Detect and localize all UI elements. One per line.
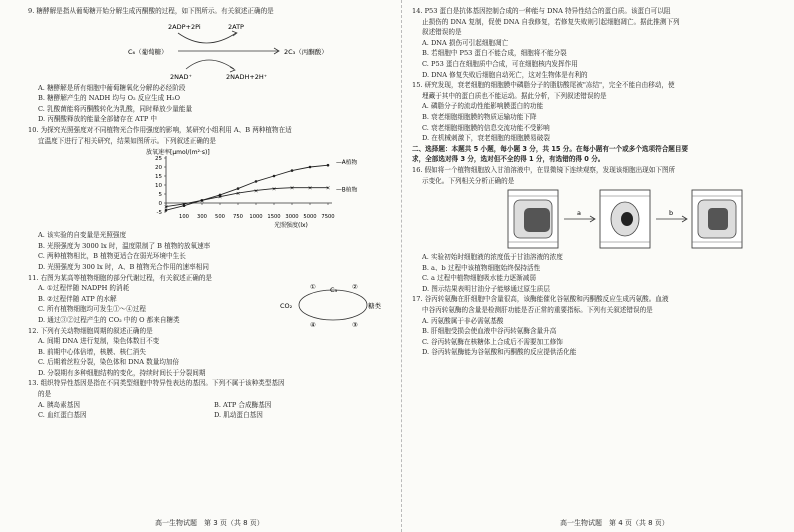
q13-options-row-1 xyxy=(28,400,390,411)
chart-point-a xyxy=(327,164,330,167)
q12-option-b: B. 前期中心体倍增，核膜、核仁消失 xyxy=(38,347,146,356)
left-column xyxy=(28,6,390,421)
q11-option-b: B. ②过程伴随 ATP 的水解 xyxy=(38,294,117,303)
chart-x-label: 光照强度(lx) xyxy=(274,222,308,230)
q14-line-1: 14. P53 蛋白是抗体基因控制合成的一种能与 DNA 特异性结合的蛋白质。该蛋白可以阻 xyxy=(412,7,671,15)
q11-stem: 11. 右图为某高等植物细胞的部分代谢过程，有关叙述正确的是 xyxy=(28,273,213,282)
footer-left: 高一生物试题 第 3 页（共 8 页） xyxy=(155,519,264,527)
chart-y-tick-label: 10 xyxy=(155,183,162,190)
q16-option-b: B. a、b 过程中该植物细胞始终保持活性 xyxy=(422,263,541,272)
q17-option-a: A. 丙氨酸属于非必需氨基酸 xyxy=(422,316,504,325)
carbon-cycle-diagram xyxy=(278,279,388,331)
q11-option-c: C. 所有植物细胞均可发生①～④过程 xyxy=(38,305,146,314)
q15-line-2: 埋藏于其中的蛋白质也不能运动。据此分析，下列叙述错误的是 xyxy=(422,91,607,100)
q12-option-a: A. 间期 DNA 进行复制，染色体数目不变 xyxy=(38,337,160,346)
q15-line-1: 15. 研究发现，衰老细胞的细胞膜中磷脂分子的脂肪酸尾被"冻结"，完全不能自由移动，使 xyxy=(412,81,675,90)
q13-option-d: D. 肌动蛋白基因 xyxy=(214,411,263,420)
q13-stem-2: 的是 xyxy=(38,390,52,399)
chart-y-tick-label: 5 xyxy=(158,192,162,199)
q9-option-a: A. 糖酵解是所有细胞中葡萄糖氧化分解的必经阶段 xyxy=(38,83,186,92)
chart-point-a xyxy=(309,166,312,169)
q11-option-d: D. 通过③②过程产生的 CO₂ 中的 O 都来自糖类 xyxy=(38,315,180,324)
q11-block xyxy=(28,273,390,329)
chart-point-a xyxy=(255,180,258,183)
q17-option-c: C. 谷丙转氨酶在核糖体上合成后不需要加工修饰 xyxy=(422,337,563,346)
q16-option-c: C. a 过程中植物细胞吸水能力逐渐减弱 xyxy=(422,274,536,283)
cycle-n1: ① xyxy=(310,282,316,291)
chart-x-tick-label: 3000 xyxy=(285,214,299,221)
glyco-nad: 2NAD⁺ xyxy=(170,72,192,81)
page-divider xyxy=(401,0,402,532)
arrow-a-label: a xyxy=(577,209,581,218)
chart-legend-b: —B植物 xyxy=(336,187,358,194)
chart-y-tick-label: 0 xyxy=(158,201,162,208)
chart-point-b: × xyxy=(325,185,331,192)
glyco-atp: 2ATP xyxy=(228,22,244,31)
chart-y-label: 放氧速率[μmol/(m²·s)] xyxy=(146,149,210,157)
chart-x-tick-label: 1500 xyxy=(267,214,281,221)
chart-x-tick-label: 750 xyxy=(233,214,243,221)
q15-option-b: B. 衰老细胞细胞膜的物质运输功能下降 xyxy=(422,112,537,121)
q16-line-1: 16. 假如将一个植物细胞放入甘油溶液中，在显微镜下连续观察，发现该细胞出现如下图所 xyxy=(412,165,676,174)
q14-option-a: A. DNA 损伤可引起细胞凋亡 xyxy=(422,38,509,47)
q13-option-b: B. ATP 合成酶基因 xyxy=(214,400,272,409)
q10-stem-2: 宜温度下进行了相关研究，结果如图所示。下列叙述正确的是 xyxy=(38,136,217,145)
right-column xyxy=(412,6,774,358)
q17-option-d: D. 谷丙转氨酶能为谷氨酸和丙酮酸的反应提供活化能 xyxy=(422,348,577,357)
cell-recovered xyxy=(692,190,742,248)
q13-option-a: A. 胰岛素基因 xyxy=(38,400,80,409)
glyco-c6: C₆（葡萄糖） xyxy=(128,47,168,56)
q9-stem: 9. 糖酵解是指从葡萄糖开始分解生成丙酮酸的过程，如下图所示。有关叙述正确的是 xyxy=(28,7,274,15)
light-intensity-chart xyxy=(28,146,390,230)
arrow-b-label: b xyxy=(669,209,674,218)
q9-option-b: B. 糖酵解产生的 NADH 均与 O₂ 反应生成 H₂O xyxy=(38,94,181,103)
q14-option-b: B. 若细胞中 P53 蛋白不能合成，细胞将不能分裂 xyxy=(422,49,567,58)
section-2-heading-2: 求，全部选对得 3 分，选对但不全的得 1 分，有选错的得 0 分。 xyxy=(412,155,605,164)
q10-option-b: B. 光照强度为 3000 lx 时，温度限制了 B 植物的放氧速率 xyxy=(38,241,211,250)
section-2-heading-1: 二、选择题：本题共 5 小题，每小题 3 分，共 15 分。在每小题有一个或多个选项符合题目要 xyxy=(412,144,689,153)
chart-point-b: × xyxy=(217,194,223,201)
q10-stem-1: 10. 为探究光照强度对不同植物光合作用强度的影响，某研究小组利用 A、B 两种植物在适 xyxy=(28,125,292,134)
chart-x-tick-label: 1000 xyxy=(249,214,263,221)
chart-y-tick-label: 20 xyxy=(155,165,162,172)
glyco-nadh: 2NADH+2H⁺ xyxy=(226,72,268,81)
chart-point-b: × xyxy=(163,204,169,211)
chart-legend-a: —A植物 xyxy=(336,160,358,167)
q15-option-a: A. 磷脂分子的流动性能影响膜蛋白的功能 xyxy=(422,102,544,111)
cycle-c3: C₃ xyxy=(330,285,338,294)
q16-option-d: D. 图示结果表明甘油分子能够通过原生质层 xyxy=(422,284,550,293)
q13-options-row-2 xyxy=(28,410,390,421)
chart-point-b: × xyxy=(199,198,205,205)
q10-option-a: A. 该实验的自变量是光照强度 xyxy=(38,231,127,240)
chart-x-tick-label: 5000 xyxy=(303,214,317,221)
q11-option-a: A. ①过程伴随 NADPH 的消耗 xyxy=(38,284,130,293)
chart-point-b: × xyxy=(253,188,259,195)
cell-plasmolyzed xyxy=(600,190,650,248)
q9-option-c: C. 乳酸菌能将丙酮酸转化为乳酸，同时释放少量能量 xyxy=(38,104,193,113)
glycolysis-diagram xyxy=(28,17,390,83)
q16-line-2: 示变化。下列相关分析正确的是 xyxy=(422,176,515,185)
chart-point-a xyxy=(273,175,276,178)
q16-option-a: A. 实验初始时细胞液的浓度低于甘油溶液的浓度 xyxy=(422,253,563,262)
q14-line-3: 叙述错误的是 xyxy=(422,28,462,37)
chart-y-tick-label: -5 xyxy=(156,210,162,217)
q14-option-d: D. DNA 修复失败后细胞自动死亡，这对生物体是有利的 xyxy=(422,70,588,79)
q12-option-d: D. 分裂期有多种细胞结构的变化，持续时间长于分裂间期 xyxy=(38,368,206,377)
q13-stem-1: 13. 组织特异性基因是指在不同类型细胞中特异性表达的基因。下列不属于该种类型基因 xyxy=(28,379,285,388)
chart-point-b: × xyxy=(235,191,241,198)
q10-option-d: D. 光照强度为 300 lx 时，A、B 植物光合作用的速率相同 xyxy=(38,262,209,271)
q17-option-b: B. 肝细胞受损会使血液中谷丙转氨酶含量升高 xyxy=(422,327,557,336)
cycle-sugar: 糖类 xyxy=(368,301,381,310)
q9-option-d: D. 丙酮酸释放的能量全部储存在 ATP 中 xyxy=(38,115,157,124)
q17-line-2: 中谷丙转氨酶的含量是检测肝功能是否正常的重要指标。下列有关叙述错误的是 xyxy=(422,306,653,315)
plant-cell-diagram xyxy=(412,186,774,252)
q14-option-c: C. P53 蛋白在细胞质中合成，可在细胞核内发挥作用 xyxy=(422,59,578,68)
chart-x-tick-label: 500 xyxy=(215,214,225,221)
chart-x-tick-label: 7500 xyxy=(321,214,335,221)
q13-option-c: C. 血红蛋白基因 xyxy=(38,411,87,420)
cycle-co2: CO₂ xyxy=(280,301,293,310)
q12-option-c: C. 后期着丝粒分裂，染色体和 DNA 数量均加倍 xyxy=(38,358,180,367)
chart-y-tick-label: 25 xyxy=(155,156,162,163)
q14-line-2: 止损伤的 DNA 复制，促使 DNA 自我修复，若修复失败则引起细胞凋亡。据此推测下列 xyxy=(422,17,680,26)
cycle-n2: ② xyxy=(352,282,358,291)
chart-point-a xyxy=(291,169,294,172)
q17-line-1: 17. 谷丙转氨酶在肝细胞中含量很高，该酶能催化谷氨酸和丙酮酸反应生成丙氨酸。血液 xyxy=(412,295,669,304)
cell-initial xyxy=(508,190,558,248)
chart-point-b: × xyxy=(271,186,277,193)
chart-point-b: × xyxy=(181,202,187,209)
q10-option-c: C. 两种植物相比，B 植物更适合在弱光环境中生长 xyxy=(38,252,186,261)
glyco-c3: 2C₃（丙酮酸） xyxy=(284,47,328,56)
glyco-adp: 2ADP+2Pi xyxy=(168,22,201,31)
chart-point-b: × xyxy=(289,185,295,192)
chart-y-tick-label: 15 xyxy=(155,174,162,181)
cycle-n4: ④ xyxy=(310,320,316,329)
chart-point-a xyxy=(237,187,240,190)
footer-right: 高一生物试题 第 4 页（共 8 页） xyxy=(560,519,669,527)
chart-point-b: × xyxy=(307,185,313,192)
q12-stem: 12. 下列有关动物细胞周期的叙述正确的是 xyxy=(28,326,153,335)
q15-option-c: C. 衰老细胞细胞膜的信息交流功能不受影响 xyxy=(422,123,550,132)
q15-option-d: D. 在机械刺激下，衰老细胞的细胞膜易破裂 xyxy=(422,134,550,143)
cycle-n3: ③ xyxy=(352,320,358,329)
chart-x-tick-label: 300 xyxy=(197,214,207,221)
chart-x-tick-label: 100 xyxy=(179,214,189,221)
